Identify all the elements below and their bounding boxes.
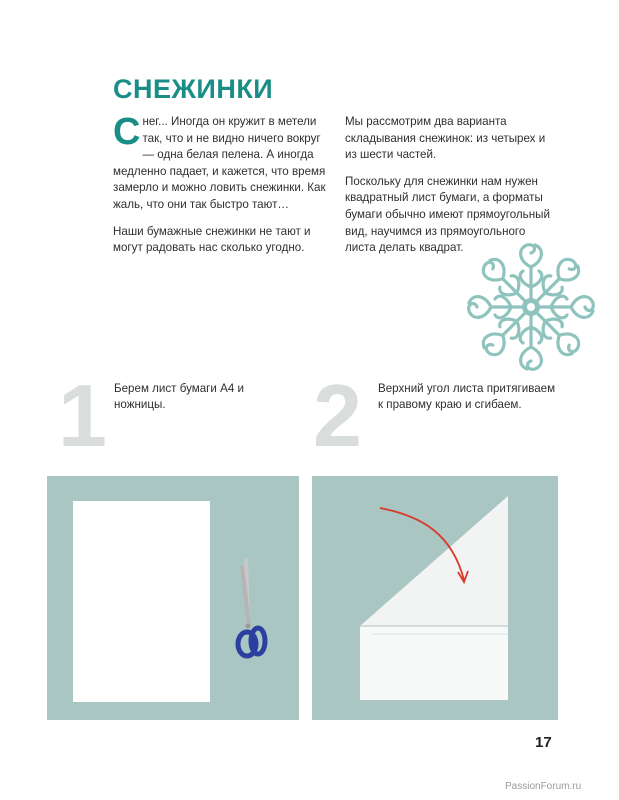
paper-sheet [73,501,210,702]
page-number: 17 [535,734,552,751]
step-2-text: Верхний угол листа притягиваем к правому краю и сгибаем. [378,382,556,411]
intro-paragraph-3: Мы рассмотрим два варианта складывания снежинок: из четырех и из шести частей. [345,115,546,162]
page-title: СНЕЖИНКИ [113,74,274,104]
step-1-text: Берем лист бумаги А4 и ножницы. [114,382,244,411]
step-1-photo [47,476,299,720]
intro-paragraph-2: Наши бумажные снежинки не тают и могут радовать нас сколько угодно. [113,224,311,255]
scissors-icon [238,558,265,656]
watermark: PassionForum.ru [505,781,582,792]
folded-triangle [360,496,508,626]
paper-bottom [360,626,508,700]
step-2-photo [312,476,558,720]
step-1-number: 1 [58,366,107,465]
intro-paragraph-1 [113,111,331,214]
step-2-number: 2 [313,366,362,465]
intro-paragraph-4: Поскольку для снежинки нам нужен квадратный лист бумаги, а форматы бумаги обычно имеют прямоугольный вид, научимся из прямоугольного листа делать квадрат. [345,174,550,255]
snowflake-illustration [462,238,600,376]
intro-paragraph-1-text: нег... Иногда он кружит в метели так, что и не видно ничего вокруг — одна белая пелена. А иногда медленно падает, и кажется, что время замерло и можно ловить снежинки. Как жаль, что они так быстро тают… [113,115,326,211]
intro-column-left [113,111,331,267]
drop-cap: С [113,111,141,153]
